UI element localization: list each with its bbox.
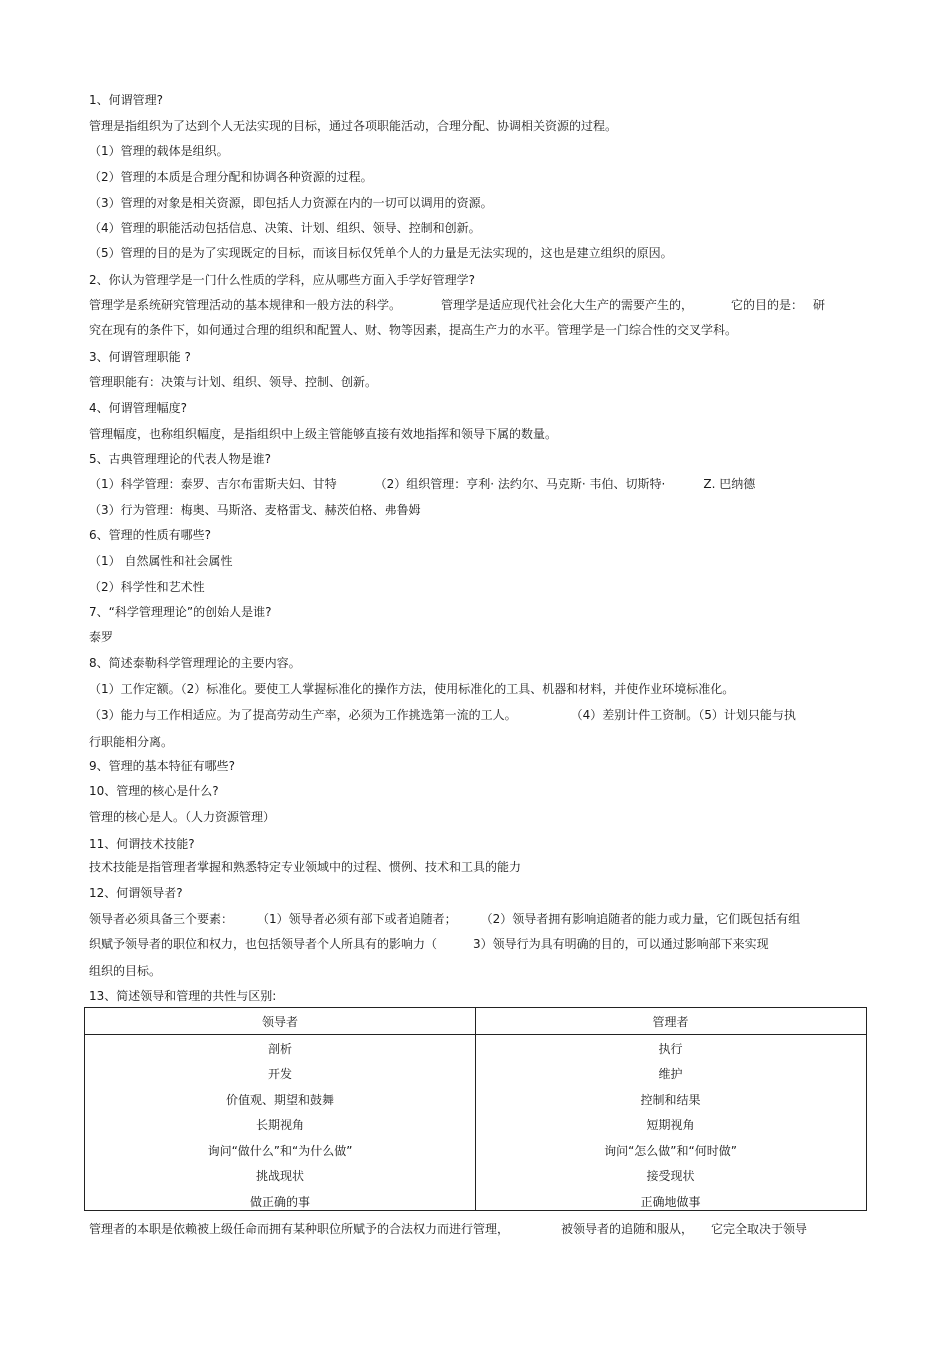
answer-line [89, 1221, 807, 1237]
question-4: 4、何谓管理幅度? [89, 401, 188, 415]
answer-segment: Z. 巴纳德 [703, 477, 756, 491]
question-9: 9、管理的基本特征有哪些? [89, 759, 236, 773]
list-item: （3）管理的对象是相关资源，即包括人力资源在内的一切可以调用的资源。 [89, 196, 493, 210]
list-item: （1）管理的载体是组织。 [89, 144, 229, 158]
answer-line: 管理是指组织为了达到个人无法实现的目标，通过各项职能活动，合理分配、协调相关资源的过程。 [89, 119, 618, 133]
list-item: （4）管理的职能活动包括信息、决策、计划、组织、领导、控制和创新。 [89, 221, 481, 235]
question-12: 12、何谓领导者? [89, 886, 183, 900]
question-8: 8、简述泰勒科学管理理论的主要内容。 [89, 656, 301, 670]
answer-line [89, 297, 825, 313]
table-cell: 控制和结果 [640, 1093, 701, 1107]
answer-segment: （4）差别计件工资制。（5）计划只能与执 [570, 708, 796, 722]
table-cell: 正确地做事 [640, 1195, 701, 1209]
answer-line [89, 476, 755, 492]
answer-line [89, 936, 769, 952]
answer-segment: 被领导者的追随和服从， [561, 1222, 694, 1236]
answer-segment: 领导者必须具备三个要素： [89, 912, 234, 926]
answer-line: 泰罗 [89, 630, 114, 644]
comparison-table [84, 1007, 867, 1211]
question-7: 7、“科学管理理论”的创始人是谁? [89, 605, 272, 619]
answer-line: 行职能相分离。 [89, 735, 174, 749]
table-cell: 剖析 [267, 1042, 292, 1056]
question-13: 13、简述领导和管理的共性与区别: [89, 989, 277, 1003]
table-cell: 询问“做什么”和“为什么做” [207, 1144, 353, 1158]
table-cell: 接受现状 [646, 1169, 695, 1183]
answer-segment: 管理学是系统研究管理活动的基本规律和一般方法的科学。 [89, 298, 402, 312]
question-2: 2、你认为管理学是一门什么性质的学科，应从哪些方面入手学好管理学? [89, 273, 476, 287]
table-cell: 做正确的事 [249, 1195, 310, 1209]
answer-segment: （3）能力与工作相适应。为了提高劳动生产率，必须为工作挑选第一流的工人。 [89, 708, 517, 722]
answer-line [89, 707, 796, 723]
table-cell: 短期视角 [646, 1118, 695, 1132]
list-item: （5）管理的目的是为了实现既定的目标，而该目标仅凭单个人的力量是无法实现的，这也是建立组织的原因。 [89, 246, 673, 260]
list-item: （2）管理的本质是合理分配和协调各种资源的过程。 [89, 170, 373, 184]
answer-line: 管理幅度，也称组织幅度，是指组织中上级主管能够直接有效地指挥和领导下属的数量。 [89, 427, 558, 441]
answer-line: 究在现有的条件下，如何通过合理的组织和配置人、财、物等因素，提高生产力的水平。管理学是一门综合性的交叉学科。 [89, 323, 738, 337]
question-11: 11、何谓技术技能? [89, 837, 195, 851]
table-cell: 长期视角 [255, 1118, 304, 1132]
question-10: 10、管理的核心是什么? [89, 784, 219, 798]
answer-segment: （1）科学管理：泰罗、吉尔布雷斯夫妇、甘特 [89, 477, 337, 491]
answer-segment: 3）领导行为具有明确的目的，可以通过影响部下来实现 [473, 937, 769, 951]
table-cell: 价值观、期望和鼓舞 [225, 1093, 334, 1107]
answer-line: （1）工作定额。（2）标准化。要使工人掌握标准化的操作方法，使用标准化的工具、机器和材料，并使作业环境标准化。 [89, 682, 735, 696]
answer-line: 管理职能有：决策与计划、组织、领导、控制、创新。 [89, 375, 378, 389]
answer-line [89, 911, 800, 927]
table-cell: 开发 [267, 1067, 292, 1081]
answer-line: 技术技能是指管理者掌握和熟悉特定专业领域中的过程、惯例、技术和工具的能力 [89, 860, 522, 874]
answer-line: 组织的目标。 [89, 964, 162, 978]
answer-segment: 它完全取决于领导 [711, 1222, 808, 1236]
question-1: 1、何谓管理? [89, 93, 164, 107]
table-cell: 挑战现状 [255, 1169, 304, 1183]
question-5: 5、古典管理理论的代表人物是谁? [89, 452, 272, 466]
answer-segment: （2）领导者拥有影响追随者的能力或力量，它们既包括有组 [480, 912, 801, 926]
answer-line: 管理的核心是人。（人力资源管理） [89, 810, 276, 824]
list-item: （3）行为管理：梅奥、马斯洛、麦格雷戈、赫茨伯格、弗鲁姆 [89, 503, 421, 517]
table-cell: 询问“怎么做”和“何时做” [604, 1144, 737, 1158]
answer-segment: 它的目的是： [731, 298, 804, 312]
list-item: （2）科学性和艺术性 [89, 580, 205, 594]
answer-segment: 研 [813, 298, 826, 312]
table-cell: 维护 [658, 1067, 683, 1081]
question-6: 6、管理的性质有哪些? [89, 528, 212, 542]
question-3: 3、何谓管理职能 ? [89, 350, 191, 364]
answer-segment: 管理者的本职是依赖被上级任命而拥有某种职位所赋予的合法权力而进行管理， [89, 1222, 510, 1236]
answer-segment: 织赋予领导者的职位和权力，也包括领导者个人所具有的影响力（ [89, 937, 438, 951]
answer-segment: （2）组织管理：亨利· 法约尔、马克斯· 韦伯、切斯特· [374, 477, 666, 491]
answer-segment: 管理学是适应现代社会化大生产的需要产生的， [441, 298, 694, 312]
list-item: （1） 自然属性和社会属性 [89, 554, 233, 568]
table-cell: 执行 [658, 1042, 683, 1056]
table-header-leader: 领导者 [261, 1015, 298, 1029]
table-header-manager: 管理者 [652, 1015, 689, 1029]
answer-segment: （1）领导者必须有部下或者追随者； [257, 912, 457, 926]
